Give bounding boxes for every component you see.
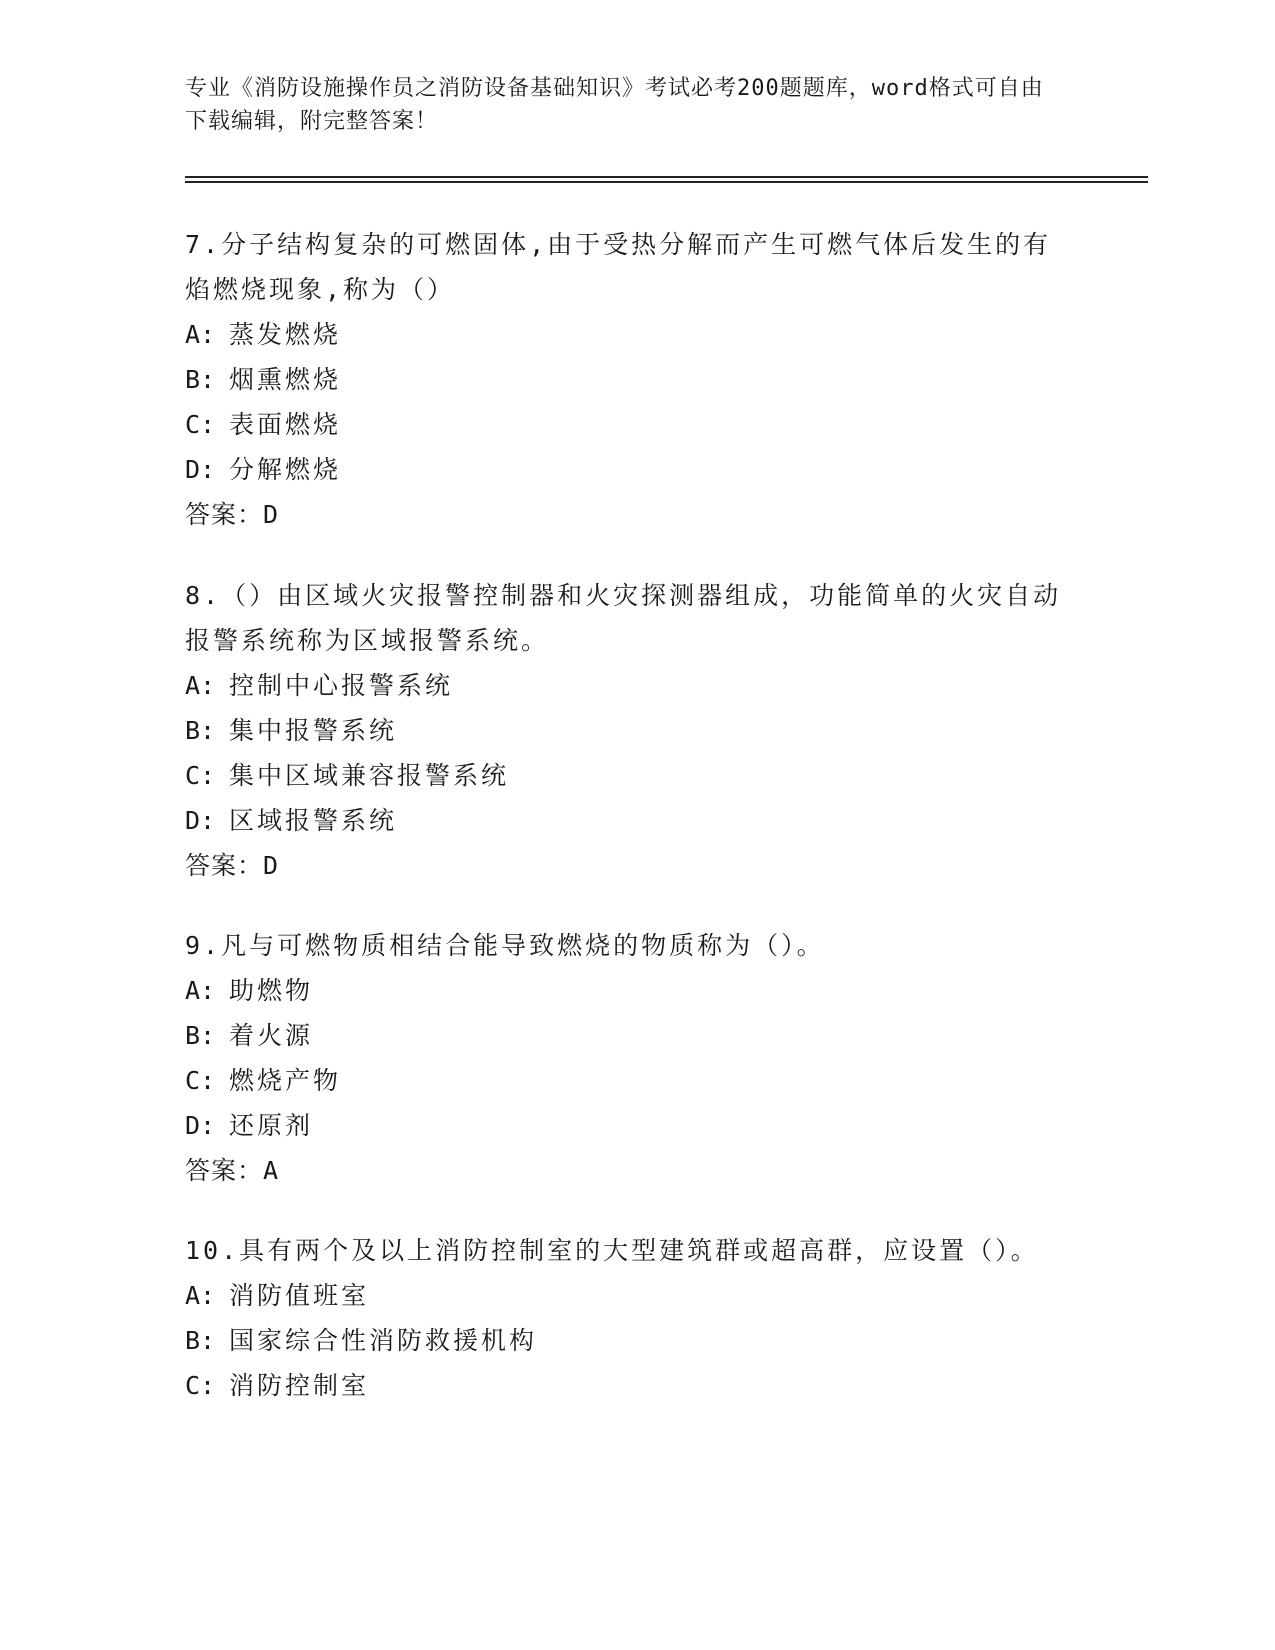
option-label: 集中区域兼容报警系统 (229, 761, 510, 790)
option-label: 着火源 (229, 1021, 314, 1050)
option-a (185, 663, 1065, 708)
option-label: 区域报警系统 (229, 806, 398, 835)
header-divider-bottom (185, 181, 1148, 183)
option-label: 还原剂 (229, 1111, 314, 1140)
answer-label: 答案： (185, 851, 264, 880)
option-key: B: (185, 365, 216, 394)
question-9 (185, 923, 1065, 1193)
option-d (185, 1103, 1065, 1148)
option-label: 消防值班室 (229, 1281, 370, 1310)
option-label: 助燃物 (229, 976, 314, 1005)
option-b (185, 1013, 1065, 1058)
question-10 (185, 1228, 1065, 1408)
option-key: D: (185, 1111, 216, 1140)
question-8 (185, 573, 1065, 888)
answer-line (185, 492, 1065, 537)
question-text: 7.分子结构复杂的可燃固体,由于受热分解而产生可燃气体后发生的有焰燃烧现象,称为（） (185, 230, 1052, 304)
question-text: 10.具有两个及以上消防控制室的大型建筑群或超高群，应设置（）。 (185, 1236, 1039, 1265)
option-b (185, 357, 1065, 402)
option-d (185, 447, 1065, 492)
option-key: A: (185, 671, 216, 700)
option-label: 控制中心报警系统 (229, 671, 454, 700)
option-b (185, 708, 1065, 753)
option-label: 集中报警系统 (229, 716, 398, 745)
header-divider-top (185, 176, 1148, 178)
option-c (185, 402, 1065, 447)
option-label: 燃烧产物 (229, 1066, 342, 1095)
question-7 (185, 222, 1065, 537)
option-c (185, 753, 1065, 798)
option-key: B: (185, 1021, 216, 1050)
option-key: A: (185, 1281, 216, 1310)
option-label: 消防控制室 (229, 1371, 370, 1400)
option-label: 蒸发燃烧 (229, 320, 342, 349)
option-a (185, 968, 1065, 1013)
option-a (185, 312, 1065, 357)
option-a (185, 1273, 1065, 1318)
question-text: 8.（）由区域火灾报警控制器和火灾探测器组成，功能简单的火灾自动报警系统称为区域报警系统。 (185, 581, 1062, 655)
answer-label: 答案： (185, 1156, 264, 1185)
answer-label: 答案： (185, 500, 264, 529)
answer-line (185, 1148, 1065, 1193)
option-c (185, 1058, 1065, 1103)
option-b (185, 1318, 1065, 1363)
option-c (185, 1363, 1065, 1408)
question-text: 9.凡与可燃物质相结合能导致燃烧的物质称为（）。 (185, 931, 825, 960)
answer-value: D (263, 851, 280, 880)
answer-line (185, 843, 1065, 888)
option-key: A: (185, 320, 216, 349)
option-key: C: (185, 761, 216, 790)
option-key: D: (185, 455, 216, 484)
option-key: C: (185, 410, 216, 439)
option-key: C: (185, 1066, 216, 1095)
option-label: 分解燃烧 (229, 455, 342, 484)
option-key: B: (185, 716, 216, 745)
document-header: 专业《消防设施操作员之消防设备基础知识》考试必考200题题库，word格式可自由下载编辑，附完整答案！ (185, 76, 1044, 134)
option-d (185, 798, 1065, 843)
option-key: D: (185, 806, 216, 835)
option-key: C: (185, 1371, 216, 1400)
option-label: 国家综合性消防救援机构 (229, 1326, 538, 1355)
option-label: 烟熏燃烧 (229, 365, 342, 394)
answer-value: D (263, 500, 280, 529)
answer-value: A (263, 1156, 280, 1185)
option-key: A: (185, 976, 216, 1005)
option-key: B: (185, 1326, 216, 1355)
option-label: 表面燃烧 (229, 410, 342, 439)
